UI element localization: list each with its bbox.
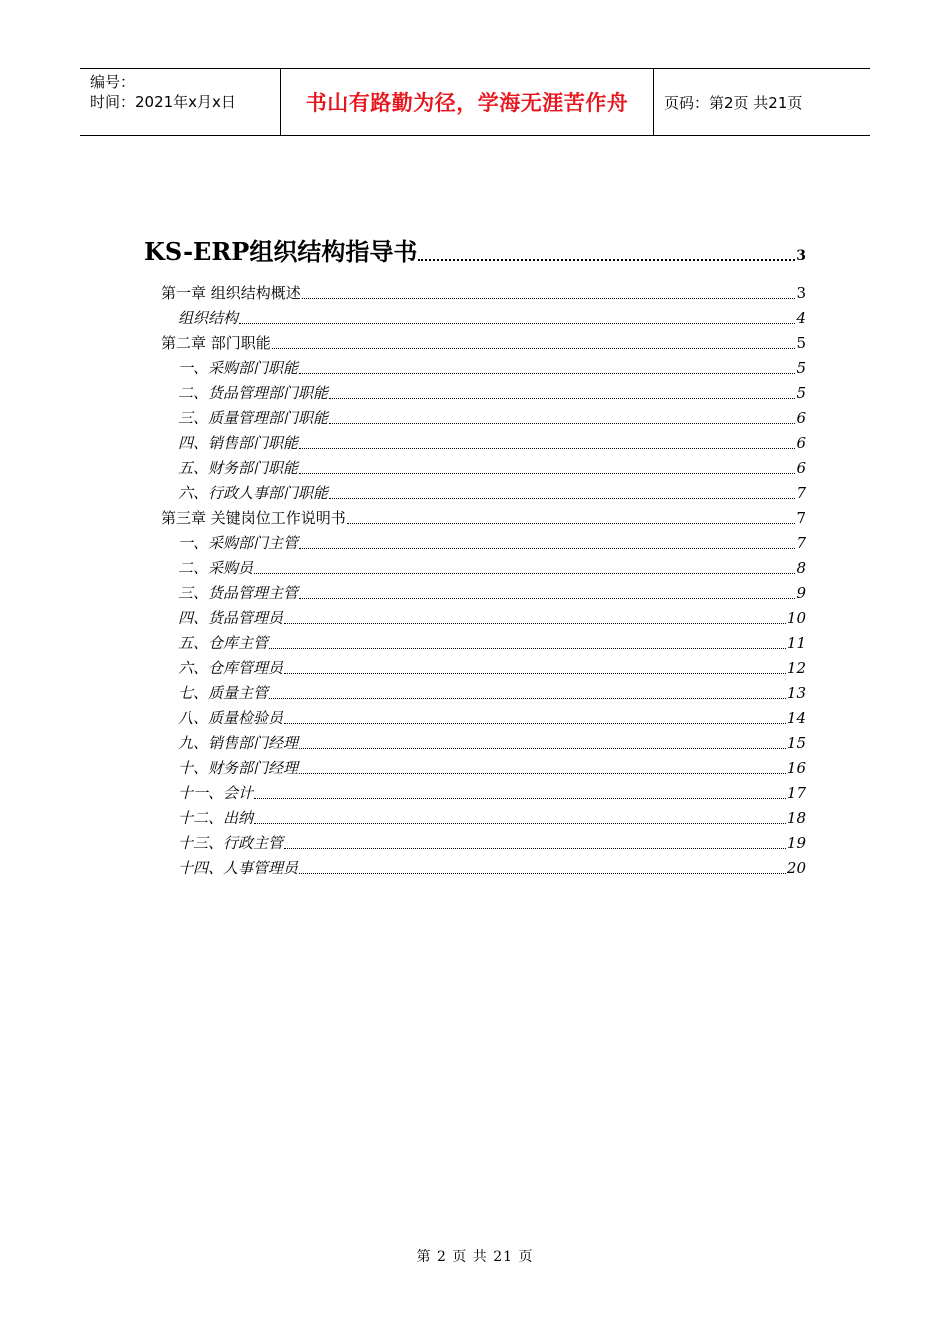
toc-entry[interactable] <box>178 357 806 378</box>
toc-entry-title: 组织结构 <box>178 309 239 327</box>
document-time-label: 时间：2021年x月x日 <box>90 93 236 111</box>
toc-entry[interactable] <box>178 782 806 803</box>
toc-entry-title: 十、财务部门经理 <box>178 759 299 777</box>
toc-dot-leader <box>284 673 786 674</box>
page-header <box>80 68 870 136</box>
toc-entry[interactable] <box>178 432 806 453</box>
toc-entry[interactable] <box>178 682 806 703</box>
toc-dot-leader <box>299 773 786 774</box>
toc-dot-leader <box>254 573 795 574</box>
toc-entry-title: 一、采购部门职能 <box>178 359 299 377</box>
toc-entry[interactable] <box>178 582 806 603</box>
toc-entry-page-number: 16 <box>786 759 806 777</box>
toc-entry-title: 二、采购员 <box>178 559 254 577</box>
toc-dot-leader <box>254 798 786 799</box>
toc-entry-title: 六、仓库管理员 <box>178 659 284 677</box>
toc-dot-leader <box>284 723 786 724</box>
header-meta-cell <box>80 69 281 135</box>
toc-entry-page-number: 7 <box>796 534 806 552</box>
toc-entry-title: 三、货品管理主管 <box>178 584 299 602</box>
toc-dot-leader <box>272 348 796 349</box>
toc-entry-page-number: 5 <box>796 334 806 352</box>
toc-entry-page-number: 7 <box>796 509 806 527</box>
toc-dot-leader <box>418 259 795 261</box>
toc-dot-leader <box>299 448 795 449</box>
toc-dot-leader <box>299 373 795 374</box>
toc-entry[interactable] <box>178 757 806 778</box>
toc-dot-leader <box>284 623 786 624</box>
toc-dot-leader <box>347 523 796 524</box>
toc-entry[interactable] <box>178 557 806 578</box>
toc-entry[interactable] <box>178 832 806 853</box>
toc-entry[interactable] <box>161 507 806 528</box>
toc-entry[interactable] <box>178 457 806 478</box>
toc-dot-leader <box>302 298 796 299</box>
toc-dot-leader <box>269 648 786 649</box>
toc-dot-leader <box>254 823 786 824</box>
toc-dot-leader <box>239 323 795 324</box>
toc-entry-page-number: 3 <box>796 284 806 302</box>
toc-entry-page-number: 9 <box>796 584 806 602</box>
toc-dot-leader <box>299 748 786 749</box>
toc-entry-page-number: 5 <box>796 384 806 402</box>
toc-entry[interactable] <box>178 307 806 328</box>
toc-entry-page-number: 3 <box>796 248 806 264</box>
toc-entry[interactable] <box>178 382 806 403</box>
toc-entry-page-number: 18 <box>786 809 806 827</box>
toc-entry-title: 第三章 关键岗位工作说明书 <box>161 509 346 527</box>
toc-entry-page-number: 11 <box>786 634 806 652</box>
toc-entry-page-number: 12 <box>786 659 806 677</box>
toc-entry[interactable] <box>161 332 806 353</box>
toc-entry-title: 十三、行政主管 <box>178 834 284 852</box>
toc-entry[interactable] <box>178 482 806 503</box>
toc-entry-title: 五、财务部门职能 <box>178 459 299 477</box>
toc-entry-title: 二、货品管理部门职能 <box>178 384 329 402</box>
toc-dot-leader <box>299 873 786 874</box>
toc-entry-page-number: 17 <box>786 784 806 802</box>
toc-entry-page-number: 6 <box>796 409 806 427</box>
toc-dot-leader <box>269 698 786 699</box>
toc-entry-page-number: 14 <box>786 709 806 727</box>
toc-entry[interactable] <box>178 857 806 878</box>
toc-entry-title: 八、质量检验员 <box>178 709 284 727</box>
toc-entry-title: 九、销售部门经理 <box>178 734 299 752</box>
toc-entry-page-number: 15 <box>786 734 806 752</box>
toc-entry[interactable] <box>161 282 806 303</box>
toc-entry-page-number: 6 <box>796 459 806 477</box>
toc-entry-page-number: 4 <box>796 309 806 327</box>
toc-entry-title: 第一章 组织结构概述 <box>161 284 301 302</box>
toc-entry-page-number: 19 <box>786 834 806 852</box>
toc-dot-leader <box>299 473 795 474</box>
toc-entry[interactable] <box>178 407 806 428</box>
toc-dot-leader <box>329 423 795 424</box>
toc-entry[interactable] <box>144 232 806 267</box>
toc-entry-page-number: 6 <box>796 434 806 452</box>
toc-entry-title: 六、行政人事部门职能 <box>178 484 329 502</box>
toc-entry-title: 十一、会计 <box>178 784 254 802</box>
toc-entry-title: 第二章 部门职能 <box>161 334 271 352</box>
toc-entry-page-number: 7 <box>796 484 806 502</box>
toc-entry-page-number: 10 <box>786 609 806 627</box>
toc-entry-title: 十二、出纳 <box>178 809 254 827</box>
document-number-label: 编号： <box>90 73 136 91</box>
header-motto: 书山有路勤为径，学海无涯苦作舟 <box>281 69 654 135</box>
header-page-info: 页码：第2页 共21页 <box>664 93 803 112</box>
page-footer: 第 2 页 共 21 页 <box>416 1249 534 1265</box>
toc-entry-page-number: 20 <box>786 859 806 877</box>
toc-entry-title: 四、销售部门职能 <box>178 434 299 452</box>
toc-entry[interactable] <box>178 807 806 828</box>
toc-dot-leader <box>299 548 795 549</box>
toc-dot-leader <box>329 498 795 499</box>
toc-entry[interactable] <box>178 532 806 553</box>
toc-entry-title: 一、采购部门主管 <box>178 534 299 552</box>
toc-dot-leader <box>329 398 795 399</box>
toc-entry-title: 十四、人事管理员 <box>178 859 299 877</box>
toc-entry-title: 四、货品管理员 <box>178 609 284 627</box>
toc-entry[interactable] <box>178 732 806 753</box>
toc-entry-page-number: 5 <box>796 359 806 377</box>
toc-entry[interactable] <box>178 607 806 628</box>
toc-entry-page-number: 8 <box>796 559 806 577</box>
toc-entry[interactable] <box>178 632 806 653</box>
toc-entry-title: 三、质量管理部门职能 <box>178 409 329 427</box>
toc-dot-leader <box>299 598 795 599</box>
toc-entry[interactable] <box>178 657 806 678</box>
toc-entry[interactable] <box>178 707 806 728</box>
toc-entry-title: 七、质量主管 <box>178 684 269 702</box>
toc-dot-leader <box>284 848 786 849</box>
toc-entry-title: 五、仓库主管 <box>178 634 269 652</box>
toc-entry-title: KS-ERP组织结构指导书 <box>144 237 418 266</box>
toc-entry-page-number: 13 <box>786 684 806 702</box>
